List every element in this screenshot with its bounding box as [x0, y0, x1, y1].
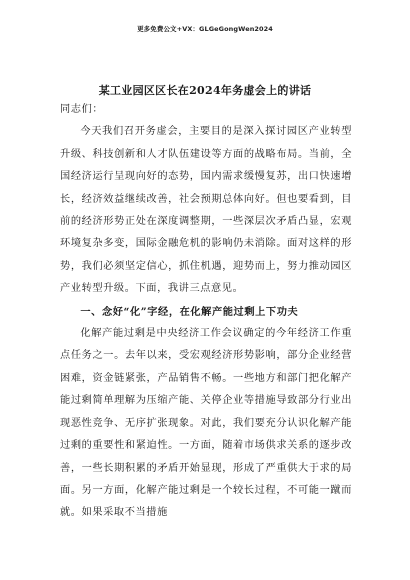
section-paragraph: 化解产能过剩是中央经济工作会议确定的今年经济工作重点任务之一。去年以来，受宏观经济形势影响，部分企业经营困难，资金链紧张，产品销售不畅。一些地方和部门把化解产能过剩简单理解为压缩产能、关停企业等措施导致部分行业出现恶性竞争、无序扩张现象。对此，我们要充分认识化解产能过剩的重要性和紧迫性。一方面，随着市场供求关系的逐步改善，一些长期积累的矛盾开始显现，形成了严重供大于求的局面。另一方面，化解产能过剩是一个较长过程，不可能一蹴而就。如果采取不当措施: [60, 328, 352, 519]
document-title: 某工业园区区长在2024年务虚会上的讲话: [98, 84, 312, 97]
document-body: [60, 99, 352, 525]
page-header-note: 更多免费公文+VX：GLGeGongWen2024: [137, 25, 273, 33]
salutation: 同志们：: [60, 104, 104, 115]
section-heading: 一、念好“化”字经，在化解产能过剩上下功夫: [80, 305, 299, 318]
body-paragraph: 今天我们召开务虚会，主要目的是深入探讨园区产业转型升级、科技创新和人才队伍建设等方面的战略布局。当前，全国经济运行呈现向好的态势，国内需求缓慢复苏，出口快速增长，经济效益继续改善，社会预期总体向好。但也要看到，目前的经济形势正处在深度调整期，一些深层次矛盾凸显，宏观环境复杂多变，国际金融危机的影响仍未消除。面对这样的形势，我们必须坚定信心，抓住机遇，迎势而上，努力推动园区产业转型升级。下面，我讲三点意见。: [60, 126, 352, 295]
